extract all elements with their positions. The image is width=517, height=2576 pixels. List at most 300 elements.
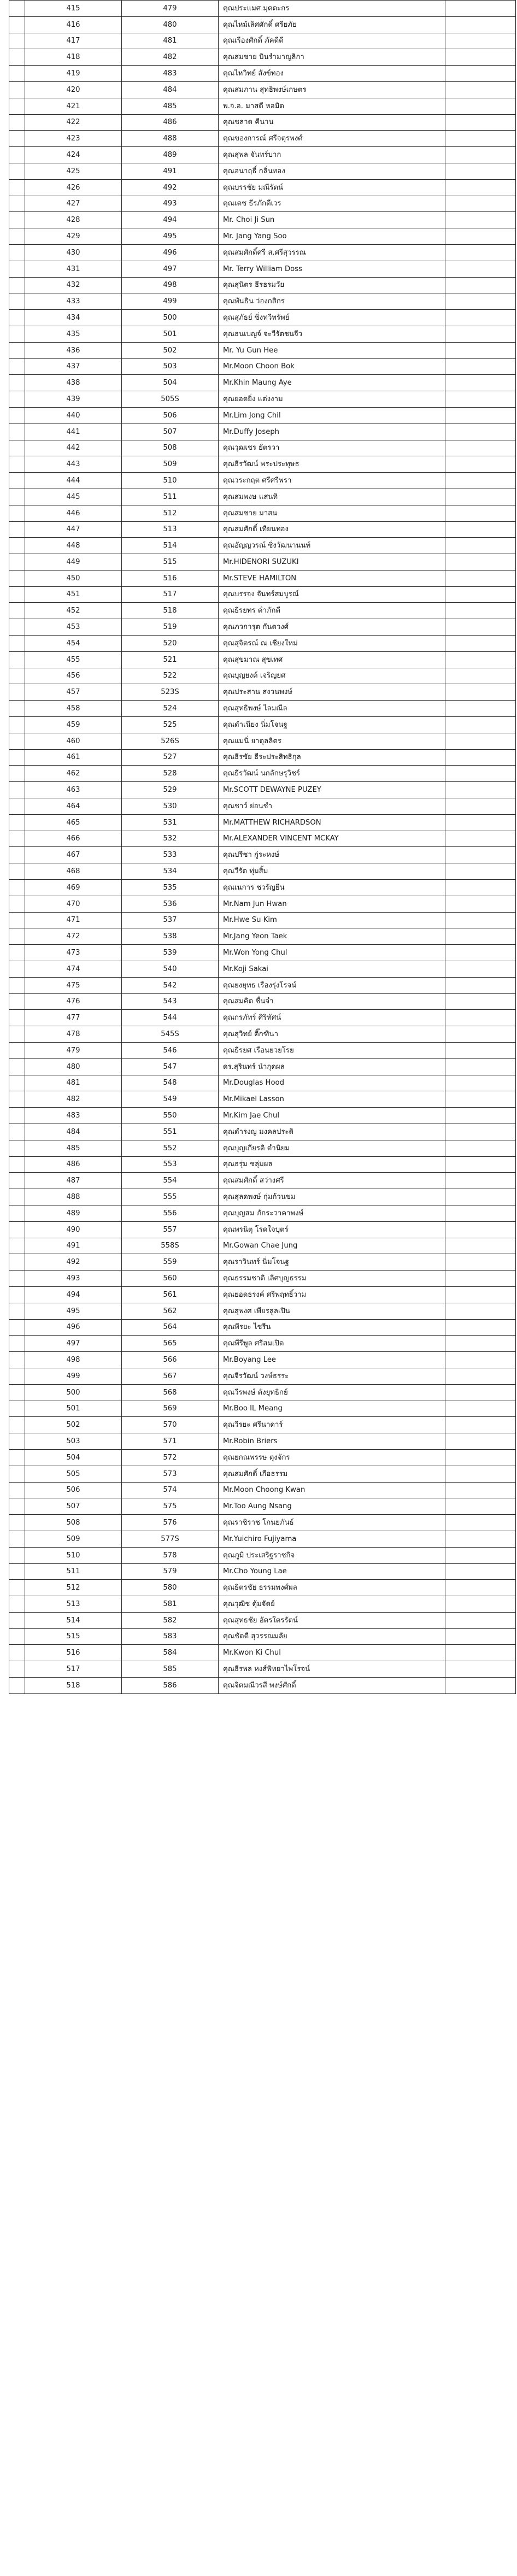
row-remark-cell bbox=[445, 1498, 516, 1515]
row-remark-cell bbox=[445, 1449, 516, 1466]
row-number-cell: 461 bbox=[25, 749, 122, 766]
row-remark-cell bbox=[445, 1368, 516, 1384]
row-number-cell: 452 bbox=[25, 603, 122, 619]
row-number-cell: 507 bbox=[25, 1498, 122, 1515]
row-remark-cell bbox=[445, 1645, 516, 1661]
row-spacer-cell bbox=[9, 163, 25, 179]
row-spacer-cell bbox=[9, 1075, 25, 1091]
member-name-cell: คุณดำรงญ มงคลประดิ bbox=[219, 1124, 445, 1140]
row-remark-cell bbox=[445, 912, 516, 928]
member-name-cell: คุณสมศักดิ์ศรี ส.ศรีสุวรรณ bbox=[219, 244, 445, 261]
member-id-cell: 567 bbox=[122, 1368, 219, 1384]
row-remark-cell bbox=[445, 228, 516, 245]
table-row bbox=[9, 912, 516, 928]
row-spacer-cell bbox=[9, 456, 25, 473]
row-number-cell: 477 bbox=[25, 1010, 122, 1026]
member-id-cell: 585 bbox=[122, 1661, 219, 1678]
member-id-cell: 508 bbox=[122, 440, 219, 456]
member-id-cell: 517 bbox=[122, 586, 219, 603]
row-number-cell: 473 bbox=[25, 945, 122, 961]
row-remark-cell bbox=[445, 782, 516, 798]
member-id-cell: 553 bbox=[122, 1156, 219, 1173]
table-row bbox=[9, 831, 516, 847]
row-spacer-cell bbox=[9, 993, 25, 1010]
member-name-cell: คุณสุพงศ เพียรลูลเปิน bbox=[219, 1303, 445, 1319]
member-id-cell: 483 bbox=[122, 66, 219, 82]
table-row bbox=[9, 1547, 516, 1563]
row-remark-cell bbox=[445, 131, 516, 147]
row-spacer-cell bbox=[9, 570, 25, 586]
row-number-cell: 471 bbox=[25, 912, 122, 928]
table-row bbox=[9, 1498, 516, 1515]
table-row bbox=[9, 114, 516, 131]
row-spacer-cell bbox=[9, 342, 25, 358]
row-remark-cell bbox=[445, 1612, 516, 1628]
table-row bbox=[9, 782, 516, 798]
member-name-cell: คุณธีรวัฒน์ นกลักษรุวิชร์ bbox=[219, 766, 445, 782]
row-remark-cell bbox=[445, 212, 516, 228]
row-spacer-cell bbox=[9, 1417, 25, 1433]
member-name-cell: คุณสุทธิพงษ์ ไลมณีล bbox=[219, 701, 445, 717]
member-id-cell: 505S bbox=[122, 391, 219, 408]
row-spacer-cell bbox=[9, 798, 25, 815]
member-id-cell: 506 bbox=[122, 407, 219, 424]
row-remark-cell bbox=[445, 1303, 516, 1319]
member-name-cell: คุณยอดธรงค์ ศรีพฤทธิ์วาม bbox=[219, 1286, 445, 1303]
table-row bbox=[9, 1531, 516, 1547]
member-id-cell: 568 bbox=[122, 1384, 219, 1401]
table-row bbox=[9, 1271, 516, 1287]
row-number-cell: 485 bbox=[25, 1140, 122, 1156]
row-spacer-cell bbox=[9, 717, 25, 733]
member-id-cell: 498 bbox=[122, 277, 219, 293]
member-id-cell: 503 bbox=[122, 358, 219, 375]
row-number-cell: 435 bbox=[25, 326, 122, 342]
row-number-cell: 481 bbox=[25, 1075, 122, 1091]
member-id-cell: 520 bbox=[122, 636, 219, 652]
member-id-cell: 545S bbox=[122, 1026, 219, 1043]
row-number-cell: 449 bbox=[25, 554, 122, 571]
row-spacer-cell bbox=[9, 1058, 25, 1075]
member-name-cell: Mr.STEVE HAMILTON bbox=[219, 570, 445, 586]
row-spacer-cell bbox=[9, 863, 25, 880]
row-remark-cell bbox=[445, 1336, 516, 1352]
row-spacer-cell bbox=[9, 375, 25, 391]
member-name-cell: คุณวีรัต ทุ่มสิ้ม bbox=[219, 863, 445, 880]
row-remark-cell bbox=[445, 1156, 516, 1173]
row-spacer-cell bbox=[9, 1026, 25, 1043]
row-remark-cell bbox=[445, 847, 516, 863]
row-number-cell: 504 bbox=[25, 1449, 122, 1466]
table-row bbox=[9, 1580, 516, 1596]
table-row bbox=[9, 473, 516, 489]
row-spacer-cell bbox=[9, 1628, 25, 1645]
row-number-cell: 426 bbox=[25, 179, 122, 196]
row-number-cell: 436 bbox=[25, 342, 122, 358]
member-id-cell: 547 bbox=[122, 1058, 219, 1075]
row-remark-cell bbox=[445, 179, 516, 196]
row-spacer-cell bbox=[9, 293, 25, 310]
row-number-cell: 433 bbox=[25, 293, 122, 310]
member-name-cell: คุณไหม้เลิศศักดิ์ ศรียภัย bbox=[219, 16, 445, 33]
table-row bbox=[9, 1140, 516, 1156]
member-id-cell: 493 bbox=[122, 196, 219, 212]
table-row bbox=[9, 1515, 516, 1531]
row-spacer-cell bbox=[9, 782, 25, 798]
row-number-cell: 438 bbox=[25, 375, 122, 391]
row-number-cell: 494 bbox=[25, 1286, 122, 1303]
row-remark-cell bbox=[445, 81, 516, 98]
row-remark-cell bbox=[445, 473, 516, 489]
table-row bbox=[9, 456, 516, 473]
table-row bbox=[9, 326, 516, 342]
member-name-cell: คุณบุญยงค์ เจริญยศ bbox=[219, 668, 445, 684]
row-remark-cell bbox=[445, 33, 516, 49]
row-number-cell: 510 bbox=[25, 1547, 122, 1563]
row-number-cell: 511 bbox=[25, 1563, 122, 1580]
row-spacer-cell bbox=[9, 326, 25, 342]
row-remark-cell bbox=[445, 1352, 516, 1368]
member-name-cell: คุณสมชาย บินรำมาญลิกา bbox=[219, 49, 445, 66]
row-spacer-cell bbox=[9, 896, 25, 912]
member-name-cell: คุณธีรพล หงส์พิทยาไพโรจน์ bbox=[219, 1661, 445, 1678]
row-spacer-cell bbox=[9, 814, 25, 831]
row-remark-cell bbox=[445, 1221, 516, 1238]
row-remark-cell bbox=[445, 1531, 516, 1547]
row-number-cell: 516 bbox=[25, 1645, 122, 1661]
row-number-cell: 424 bbox=[25, 147, 122, 163]
row-remark-cell bbox=[445, 1238, 516, 1254]
member-id-cell: 535 bbox=[122, 880, 219, 896]
row-remark-cell bbox=[445, 993, 516, 1010]
row-number-cell: 490 bbox=[25, 1221, 122, 1238]
member-name-cell: คุณสมศักดิ์ เทียนทอง bbox=[219, 521, 445, 538]
row-spacer-cell bbox=[9, 912, 25, 928]
member-id-cell: 533 bbox=[122, 847, 219, 863]
member-name-cell: คุณธีรยศ เรือนยวยโรย bbox=[219, 1043, 445, 1059]
row-spacer-cell bbox=[9, 489, 25, 505]
row-spacer-cell bbox=[9, 440, 25, 456]
member-name-cell: คุณพันธิน ว่องกสิกร bbox=[219, 293, 445, 310]
row-remark-cell bbox=[445, 1384, 516, 1401]
member-name-cell: Mr.Gowan Chae Jung bbox=[219, 1238, 445, 1254]
member-name-cell: คุณบุญเกียรติ ดำนิยม bbox=[219, 1140, 445, 1156]
member-name-cell: คุณธิตรชัย ธรรมพงศ์ผล bbox=[219, 1580, 445, 1596]
member-name-cell: Mr.HIDENORI SUZUKI bbox=[219, 554, 445, 571]
member-name-cell: คุณแมนิ่ ยาดุลลิตร bbox=[219, 733, 445, 749]
table-row bbox=[9, 928, 516, 945]
table-row bbox=[9, 163, 516, 179]
member-id-cell: 550 bbox=[122, 1108, 219, 1124]
row-number-cell: 506 bbox=[25, 1482, 122, 1498]
table-row bbox=[9, 863, 516, 880]
member-id-cell: 488 bbox=[122, 131, 219, 147]
row-spacer-cell bbox=[9, 733, 25, 749]
row-number-cell: 515 bbox=[25, 1628, 122, 1645]
row-remark-cell bbox=[445, 928, 516, 945]
row-remark-cell bbox=[445, 1678, 516, 1694]
member-id-cell: 575 bbox=[122, 1498, 219, 1515]
member-id-cell: 496 bbox=[122, 244, 219, 261]
row-spacer-cell bbox=[9, 1352, 25, 1368]
row-spacer-cell bbox=[9, 701, 25, 717]
table-row bbox=[9, 16, 516, 33]
member-name-cell: พ.จ.อ. มาสดี หอมิด bbox=[219, 98, 445, 114]
row-remark-cell bbox=[445, 1075, 516, 1091]
row-spacer-cell bbox=[9, 244, 25, 261]
row-remark-cell bbox=[445, 717, 516, 733]
row-number-cell: 492 bbox=[25, 1254, 122, 1271]
member-id-cell: 584 bbox=[122, 1645, 219, 1661]
member-name-cell: Mr.Koji Sakai bbox=[219, 961, 445, 978]
row-spacer-cell bbox=[9, 847, 25, 863]
row-remark-cell bbox=[445, 407, 516, 424]
table-row bbox=[9, 668, 516, 684]
row-remark-cell bbox=[445, 163, 516, 179]
table-row bbox=[9, 1628, 516, 1645]
member-id-cell: 494 bbox=[122, 212, 219, 228]
row-remark-cell bbox=[445, 651, 516, 668]
table-row bbox=[9, 1026, 516, 1043]
row-number-cell: 478 bbox=[25, 1026, 122, 1043]
row-number-cell: 419 bbox=[25, 66, 122, 82]
row-remark-cell bbox=[445, 798, 516, 815]
table-row bbox=[9, 1417, 516, 1433]
row-number-cell: 464 bbox=[25, 798, 122, 815]
row-number-cell: 420 bbox=[25, 81, 122, 98]
row-remark-cell bbox=[445, 1563, 516, 1580]
table-row bbox=[9, 228, 516, 245]
member-name-cell: Mr.Boyang Lee bbox=[219, 1352, 445, 1368]
row-remark-cell bbox=[445, 310, 516, 326]
table-row bbox=[9, 1466, 516, 1482]
member-name-cell: Mr.Mikael Lasson bbox=[219, 1091, 445, 1108]
member-name-cell: คุณวระกฤต ศรีศรีพรา bbox=[219, 473, 445, 489]
member-name-cell: คุณสุพล จันทร์บาก bbox=[219, 147, 445, 163]
row-number-cell: 425 bbox=[25, 163, 122, 179]
row-number-cell: 427 bbox=[25, 196, 122, 212]
row-spacer-cell bbox=[9, 977, 25, 993]
row-spacer-cell bbox=[9, 212, 25, 228]
member-id-cell: 538 bbox=[122, 928, 219, 945]
row-spacer-cell bbox=[9, 66, 25, 82]
member-name-cell: คุณวุฒิช ดุ้มจัดย์ bbox=[219, 1596, 445, 1613]
row-remark-cell bbox=[445, 1205, 516, 1221]
row-spacer-cell bbox=[9, 114, 25, 131]
table-row bbox=[9, 814, 516, 831]
row-number-cell: 479 bbox=[25, 1043, 122, 1059]
row-spacer-cell bbox=[9, 1547, 25, 1563]
row-spacer-cell bbox=[9, 1368, 25, 1384]
table-row bbox=[9, 1286, 516, 1303]
member-id-cell: 581 bbox=[122, 1596, 219, 1613]
row-remark-cell bbox=[445, 1, 516, 17]
row-remark-cell bbox=[445, 1661, 516, 1678]
member-name-cell: คุณอนาฤธิ์ กลิ่นทอง bbox=[219, 163, 445, 179]
member-id-cell: 502 bbox=[122, 342, 219, 358]
row-spacer-cell bbox=[9, 1140, 25, 1156]
row-number-cell: 475 bbox=[25, 977, 122, 993]
row-number-cell: 493 bbox=[25, 1271, 122, 1287]
table-row bbox=[9, 1303, 516, 1319]
row-remark-cell bbox=[445, 733, 516, 749]
row-remark-cell bbox=[445, 1058, 516, 1075]
row-spacer-cell bbox=[9, 1286, 25, 1303]
member-name-cell: Mr. Choi Ji Sun bbox=[219, 212, 445, 228]
row-number-cell: 474 bbox=[25, 961, 122, 978]
row-remark-cell bbox=[445, 1319, 516, 1336]
row-spacer-cell bbox=[9, 407, 25, 424]
row-number-cell: 467 bbox=[25, 847, 122, 863]
member-id-cell: 519 bbox=[122, 619, 219, 636]
row-remark-cell bbox=[445, 701, 516, 717]
table-row bbox=[9, 342, 516, 358]
row-number-cell: 450 bbox=[25, 570, 122, 586]
row-number-cell: 476 bbox=[25, 993, 122, 1010]
table-row bbox=[9, 1173, 516, 1189]
row-number-cell: 415 bbox=[25, 1, 122, 17]
member-id-cell: 577S bbox=[122, 1531, 219, 1547]
row-remark-cell bbox=[445, 766, 516, 782]
table-row bbox=[9, 1645, 516, 1661]
member-name-cell: คุณวีรยะ ศรีนาดาร์ bbox=[219, 1417, 445, 1433]
table-row bbox=[9, 1368, 516, 1384]
table-row bbox=[9, 570, 516, 586]
table-row bbox=[9, 489, 516, 505]
row-spacer-cell bbox=[9, 1205, 25, 1221]
row-number-cell: 417 bbox=[25, 33, 122, 49]
row-spacer-cell bbox=[9, 928, 25, 945]
member-id-cell: 481 bbox=[122, 33, 219, 49]
row-spacer-cell bbox=[9, 1466, 25, 1482]
member-name-cell: คุณบุญสม ภักระวาคาพงษ์ bbox=[219, 1205, 445, 1221]
row-number-cell: 418 bbox=[25, 49, 122, 66]
member-name-cell: Mr.MATTHEW RICHARDSON bbox=[219, 814, 445, 831]
member-name-cell: คุณภวการุต กันตวงศ์ bbox=[219, 619, 445, 636]
row-spacer-cell bbox=[9, 1010, 25, 1026]
row-number-cell: 439 bbox=[25, 391, 122, 408]
member-id-cell: 571 bbox=[122, 1433, 219, 1450]
row-spacer-cell bbox=[9, 684, 25, 701]
row-remark-cell bbox=[445, 603, 516, 619]
member-id-cell: 560 bbox=[122, 1271, 219, 1287]
row-number-cell: 442 bbox=[25, 440, 122, 456]
row-remark-cell bbox=[445, 1596, 516, 1613]
member-name-cell: คุณสมศักดิ์ สว่างศรี bbox=[219, 1173, 445, 1189]
row-number-cell: 465 bbox=[25, 814, 122, 831]
member-id-cell: 510 bbox=[122, 473, 219, 489]
row-number-cell: 489 bbox=[25, 1205, 122, 1221]
row-spacer-cell bbox=[9, 1678, 25, 1694]
row-number-cell: 421 bbox=[25, 98, 122, 114]
table-row bbox=[9, 66, 516, 82]
row-number-cell: 505 bbox=[25, 1466, 122, 1482]
member-name-cell: คุณวุฒเชร ยัตรวา bbox=[219, 440, 445, 456]
row-spacer-cell bbox=[9, 391, 25, 408]
member-id-cell: 559 bbox=[122, 1254, 219, 1271]
member-id-cell: 523S bbox=[122, 684, 219, 701]
row-remark-cell bbox=[445, 1010, 516, 1026]
row-spacer-cell bbox=[9, 521, 25, 538]
table-row bbox=[9, 196, 516, 212]
member-name-cell: คุณสุจิตรณ์ ณ เชียงใหม่ bbox=[219, 636, 445, 652]
member-id-cell: 551 bbox=[122, 1124, 219, 1140]
row-spacer-cell bbox=[9, 831, 25, 847]
table-row bbox=[9, 505, 516, 521]
table-row bbox=[9, 179, 516, 196]
row-number-cell: 423 bbox=[25, 131, 122, 147]
table-row bbox=[9, 586, 516, 603]
row-remark-cell bbox=[445, 1189, 516, 1205]
row-spacer-cell bbox=[9, 1254, 25, 1271]
table-row bbox=[9, 1205, 516, 1221]
row-spacer-cell bbox=[9, 766, 25, 782]
member-id-cell: 576 bbox=[122, 1515, 219, 1531]
row-number-cell: 448 bbox=[25, 538, 122, 554]
row-remark-cell bbox=[445, 1401, 516, 1417]
row-spacer-cell bbox=[9, 473, 25, 489]
member-id-cell: 544 bbox=[122, 1010, 219, 1026]
row-number-cell: 496 bbox=[25, 1319, 122, 1336]
member-id-cell: 501 bbox=[122, 326, 219, 342]
table-row bbox=[9, 98, 516, 114]
table-row bbox=[9, 147, 516, 163]
row-number-cell: 422 bbox=[25, 114, 122, 131]
row-remark-cell bbox=[445, 1482, 516, 1498]
member-id-cell: 548 bbox=[122, 1075, 219, 1091]
row-remark-cell bbox=[445, 261, 516, 277]
row-remark-cell bbox=[445, 16, 516, 33]
row-spacer-cell bbox=[9, 1515, 25, 1531]
member-id-cell: 525 bbox=[122, 717, 219, 733]
member-id-cell: 540 bbox=[122, 961, 219, 978]
row-remark-cell bbox=[445, 814, 516, 831]
member-id-cell: 524 bbox=[122, 701, 219, 717]
table-row bbox=[9, 1384, 516, 1401]
row-number-cell: 508 bbox=[25, 1515, 122, 1531]
row-spacer-cell bbox=[9, 179, 25, 196]
table-row bbox=[9, 538, 516, 554]
table-row bbox=[9, 1238, 516, 1254]
row-number-cell: 459 bbox=[25, 717, 122, 733]
row-spacer-cell bbox=[9, 1189, 25, 1205]
member-name-cell: คุณสุภัธย์ ซิ่งทวีทรัพย์ bbox=[219, 310, 445, 326]
member-id-cell: 543 bbox=[122, 993, 219, 1010]
row-spacer-cell bbox=[9, 1449, 25, 1466]
member-name-cell: คุณอัญญวรณ์ ซิ่งวัฒนานนท์ bbox=[219, 538, 445, 554]
table-row bbox=[9, 684, 516, 701]
member-name-cell: Mr.Kim Jae Chul bbox=[219, 1108, 445, 1124]
member-name-cell: Mr.SCOTT DEWAYNE PUZEY bbox=[219, 782, 445, 798]
member-name-cell: Mr.Robin Briers bbox=[219, 1433, 445, 1450]
member-id-cell: 509 bbox=[122, 456, 219, 473]
table-row bbox=[9, 1596, 516, 1613]
row-number-cell: 484 bbox=[25, 1124, 122, 1140]
row-spacer-cell bbox=[9, 1091, 25, 1108]
row-number-cell: 440 bbox=[25, 407, 122, 424]
member-name-cell: คุณชลาด คีนาน bbox=[219, 114, 445, 131]
row-spacer-cell bbox=[9, 505, 25, 521]
member-id-cell: 492 bbox=[122, 179, 219, 196]
row-remark-cell bbox=[445, 375, 516, 391]
member-name-cell: คุณธรรมชาติ เลิศบุญธรรม bbox=[219, 1271, 445, 1287]
member-name-cell: คุณภูมิ ประเสริฐราชกิจ bbox=[219, 1547, 445, 1563]
row-spacer-cell bbox=[9, 16, 25, 33]
row-remark-cell bbox=[445, 945, 516, 961]
row-remark-cell bbox=[445, 521, 516, 538]
row-number-cell: 503 bbox=[25, 1433, 122, 1450]
row-spacer-cell bbox=[9, 196, 25, 212]
